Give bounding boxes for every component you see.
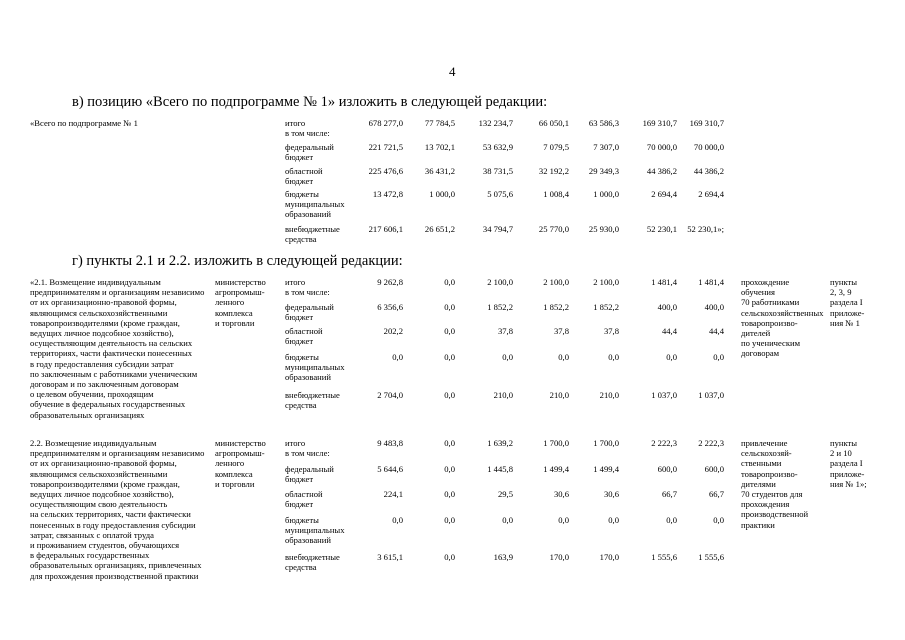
total-value-cell: 44 386,2: [646, 166, 677, 176]
measure-22-result: привлечение сельскохозяй- ственными товаропроизво- дителями 70 студентов для прохождения производственной практики: [741, 438, 809, 530]
measure-21-row-label: бюджеты муниципальных образований: [285, 352, 345, 383]
measure-21-value-cell: 1 852,2: [543, 302, 569, 312]
total-value-cell: 132 234,7: [478, 118, 513, 128]
total-value-cell: 44 386,2: [693, 166, 724, 176]
measure-21-executor: министерство агропромыш- ленного комплекса и торговли: [215, 277, 266, 328]
total-value-cell: 2 694,4: [698, 189, 724, 199]
total-value-cell: 5 075,6: [487, 189, 513, 199]
total-row-label: федеральный бюджет: [285, 142, 334, 163]
measure-22-value-cell: 600,0: [704, 464, 724, 474]
measure-21-value-cell: 2 100,0: [543, 277, 569, 287]
measure-21-value-cell: 1 037,0: [698, 390, 724, 400]
measure-22-value-cell: 1 499,4: [543, 464, 569, 474]
measure-21-value-cell: 1 037,0: [651, 390, 677, 400]
measure-21-value-cell: 0,0: [558, 352, 569, 362]
total-value-cell: 169 310,7: [642, 118, 677, 128]
measure-21-value-cell: 0,0: [444, 326, 455, 336]
measure-22-row-label: итого в том числе:: [285, 438, 330, 459]
total-value-cell: 7 079,5: [543, 142, 569, 152]
measure-22-name: 2.2. Возмещение индивидуальным предпринимателям и организациям независимо от их организационно-правовой формы, являющимся сельскохозяйственными товаропроизводителями (кроме граждан, ведущих личное подсобное хозяйство), осуществляющим свою деятельность на сельских территориях, части фактически понесенных в году предоставления субсидии затрат, связанных с оплатой труда и проживанием студентов, обучающихся в федеральных государственных образовательных организациях, привлеченных для прохождения производственной практики: [30, 438, 205, 581]
measure-21-value-cell: 0,0: [444, 352, 455, 362]
total-value-cell: 217 606,1: [368, 224, 403, 234]
total-value-cell: 2 694,4: [651, 189, 677, 199]
page-number: 4: [449, 64, 456, 79]
measure-22-points: пункты 2 и 10 раздела I приложе- ния № 1»;: [830, 438, 867, 489]
total-value-cell: 63 586,3: [588, 118, 619, 128]
measure-21-value-cell: 2 100,0: [487, 277, 513, 287]
measure-22-row-label: областной бюджет: [285, 489, 323, 510]
measure-22-value-cell: 1 445,8: [487, 464, 513, 474]
measure-21-value-cell: 210,0: [599, 390, 619, 400]
measure-22-value-cell: 0,0: [392, 515, 403, 525]
measure-22-row-label: бюджеты муниципальных образований: [285, 515, 345, 546]
measure-21-value-cell: 0,0: [444, 277, 455, 287]
measure-22-value-cell: 9 483,8: [377, 438, 403, 448]
total-value-cell: 1 008,4: [543, 189, 569, 199]
measure-22-value-cell: 2 222,3: [651, 438, 677, 448]
measure-21-value-cell: 0,0: [392, 352, 403, 362]
total-value-cell: 1 000,0: [429, 189, 455, 199]
measure-21-result: прохождение обучения 70 работниками сельскохозяйственных товаропроизво- дителей по ученическим договорам: [741, 277, 824, 359]
measure-21-value-cell: 1 852,2: [593, 302, 619, 312]
measure-21-value-cell: 9 262,8: [377, 277, 403, 287]
measure-22-value-cell: 2 222,3: [698, 438, 724, 448]
measure-22-value-cell: 600,0: [657, 464, 677, 474]
measure-21-value-cell: 37,8: [553, 326, 569, 336]
total-row-label: итого в том числе:: [285, 118, 330, 139]
total-value-cell: 169 310,7: [689, 118, 724, 128]
measure-21-value-cell: 0,0: [713, 352, 724, 362]
measure-21-value-cell: 400,0: [704, 302, 724, 312]
measure-21-value-cell: 37,8: [603, 326, 619, 336]
measure-22-value-cell: 0,0: [558, 515, 569, 525]
measure-22-value-cell: 0,0: [502, 515, 513, 525]
measure-22-value-cell: 1 639,2: [487, 438, 513, 448]
measure-22-value-cell: 29,5: [497, 489, 513, 499]
total-value-cell: 53 632,9: [482, 142, 513, 152]
total-value-cell: 52 230,1»;: [687, 224, 724, 234]
measure-21-value-cell: 44,4: [708, 326, 724, 336]
measure-22-value-cell: 224,1: [383, 489, 403, 499]
total-value-cell: 1 000,0: [593, 189, 619, 199]
total-value-cell: 26 651,2: [424, 224, 455, 234]
total-value-cell: 77 784,5: [424, 118, 455, 128]
heading-v: в) позицию «Всего по подпрограмме № 1» изложить в следующей редакции:: [72, 94, 548, 110]
total-value-cell: 36 431,2: [424, 166, 455, 176]
total-value-cell: 13 702,1: [424, 142, 455, 152]
measure-22-value-cell: 0,0: [666, 515, 677, 525]
total-value-cell: 52 230,1: [646, 224, 677, 234]
measure-21-value-cell: 6 356,6: [377, 302, 403, 312]
measure-22-executor: министерство агропромыш- ленного комплекса и торговли: [215, 438, 266, 489]
measure-22-value-cell: 1 499,4: [593, 464, 619, 474]
measure-21-points: пункты 2, 3, 9 раздела I приложе- ния № 1: [830, 277, 865, 328]
total-value-cell: 66 050,1: [538, 118, 569, 128]
total-value-cell: 13 472,8: [372, 189, 403, 199]
measure-21-value-cell: 202,2: [383, 326, 403, 336]
measure-22-value-cell: 1 700,0: [593, 438, 619, 448]
measure-21-value-cell: 0,0: [444, 302, 455, 312]
measure-21-value-cell: 400,0: [657, 302, 677, 312]
total-value-cell: 25 770,0: [538, 224, 569, 234]
total-value-cell: 32 192,2: [538, 166, 569, 176]
measure-22-value-cell: 3 615,1: [377, 552, 403, 562]
measure-22-value-cell: 163,9: [493, 552, 513, 562]
measure-21-value-cell: 0,0: [502, 352, 513, 362]
measure-21-value-cell: 37,8: [497, 326, 513, 336]
measure-22-value-cell: 0,0: [713, 515, 724, 525]
measure-22-value-cell: 170,0: [549, 552, 569, 562]
measure-22-value-cell: 0,0: [444, 515, 455, 525]
measure-22-value-cell: 0,0: [444, 464, 455, 474]
total-value-cell: 225 476,6: [368, 166, 403, 176]
measure-21-value-cell: 0,0: [666, 352, 677, 362]
measure-21-value-cell: 1 481,4: [651, 277, 677, 287]
total-value-cell: 25 930,0: [588, 224, 619, 234]
measure-22-value-cell: 0,0: [444, 489, 455, 499]
measure-22-value-cell: 5 644,6: [377, 464, 403, 474]
total-value-cell: 38 731,5: [482, 166, 513, 176]
measure-21-name: «2.1. Возмещение индивидуальным предпринимателям и организациям независимо от их организационно-правовой формы, являющимся сельскохозяйственными товаропроизводителями (кроме граждан, ведущих личное подсобное хозяйство), осуществляющим деятельность на сельских территориях, части фактически понесенных в году предоставления субсидии затрат по заключенным с работниками ученическим договорам и по заключенным договорам о целевом обучении, проходящим обучение в федеральных государственных образовательных организациях: [30, 277, 205, 420]
total-value-cell: 29 349,3: [588, 166, 619, 176]
measure-21-value-cell: 44,4: [661, 326, 677, 336]
heading-g: г) пункты 2.1 и 2.2. изложить в следующей редакции:: [72, 253, 403, 269]
measure-22-value-cell: 1 555,6: [698, 552, 724, 562]
measure-21-value-cell: 210,0: [493, 390, 513, 400]
total-value-cell: 221 721,5: [368, 142, 403, 152]
measure-21-value-cell: 0,0: [444, 390, 455, 400]
total-value-cell: 70 000,0: [693, 142, 724, 152]
measure-21-row-label: федеральный бюджет: [285, 302, 334, 323]
measure-22-value-cell: 1 555,6: [651, 552, 677, 562]
measure-21-value-cell: 1 481,4: [698, 277, 724, 287]
measure-22-value-cell: 0,0: [444, 552, 455, 562]
measure-21-value-cell: 2 704,0: [377, 390, 403, 400]
measure-22-row-label: внебюджетные средства: [285, 552, 340, 573]
measure-22-value-cell: 170,0: [599, 552, 619, 562]
total-row-label: областной бюджет: [285, 166, 323, 187]
measure-22-value-cell: 0,0: [444, 438, 455, 448]
measure-21-value-cell: 1 852,2: [487, 302, 513, 312]
measure-22-value-cell: 30,6: [603, 489, 619, 499]
measure-21-row-label: итого в том числе:: [285, 277, 330, 298]
total-value-cell: 678 277,0: [368, 118, 403, 128]
measure-22-value-cell: 1 700,0: [543, 438, 569, 448]
total-value-cell: 7 307,0: [593, 142, 619, 152]
total-value-cell: 70 000,0: [646, 142, 677, 152]
measure-21-value-cell: 210,0: [549, 390, 569, 400]
total-value-cell: 34 794,7: [482, 224, 513, 234]
measure-21-row-label: областной бюджет: [285, 326, 323, 347]
measure-22-row-label: федеральный бюджет: [285, 464, 334, 485]
measure-21-value-cell: 2 100,0: [593, 277, 619, 287]
measure-22-value-cell: 66,7: [661, 489, 677, 499]
total-row-label: бюджеты муниципальных образований: [285, 189, 345, 220]
measure-22-value-cell: 30,6: [553, 489, 569, 499]
measure-21-row-label: внебюджетные средства: [285, 390, 340, 411]
measure-22-value-cell: 0,0: [608, 515, 619, 525]
measure-21-value-cell: 0,0: [608, 352, 619, 362]
measure-22-value-cell: 66,7: [708, 489, 724, 499]
total-block-name: «Всего по подпрограмме № 1: [30, 118, 138, 128]
total-row-label: внебюджетные средства: [285, 224, 340, 245]
